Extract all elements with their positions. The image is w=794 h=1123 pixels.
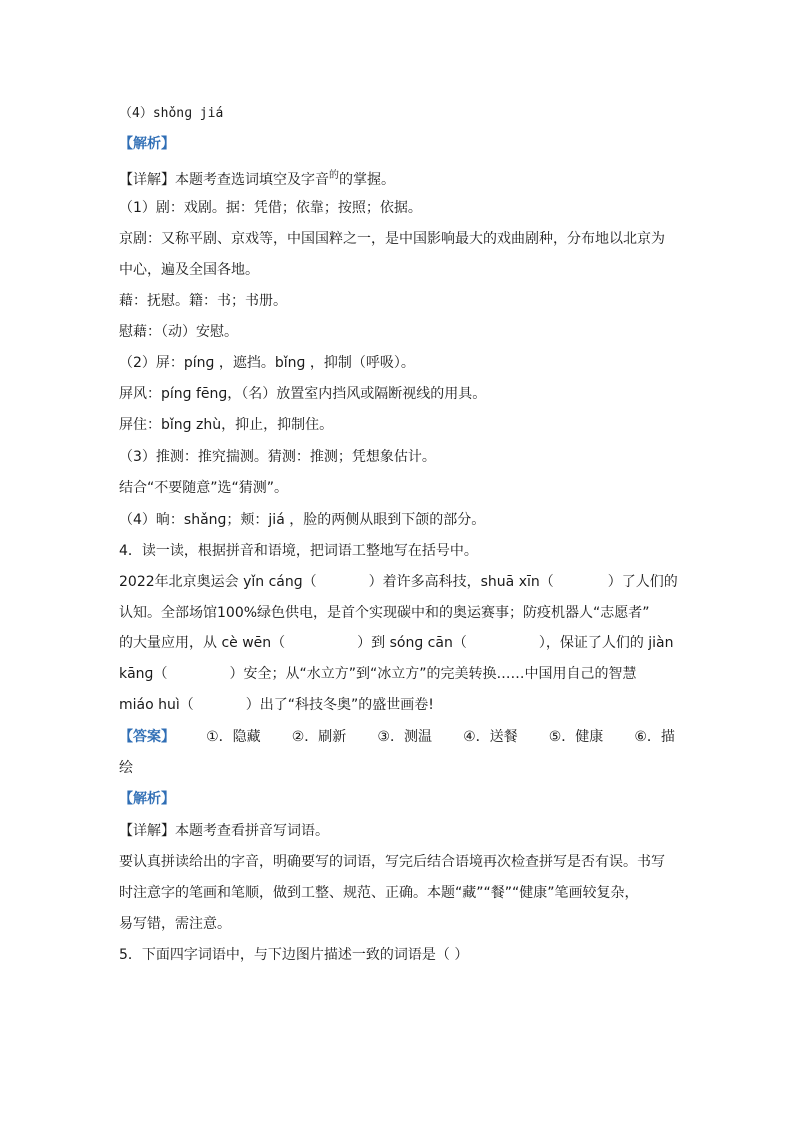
answer-tail: 绘 xyxy=(119,760,133,776)
detail-tail: 的掌握。 xyxy=(339,172,395,188)
explanation-ping: （2）屏：pínɡ ，遮挡。bǐnɡ ，抑制（呼吸）。 xyxy=(119,355,415,371)
passage-text: miáo huì（ xyxy=(119,697,194,713)
detail-tag: 【详解】 xyxy=(119,172,175,188)
pinyin-text: （4）shǒnɡ jiá xyxy=(119,106,224,121)
answer-1: ①．隐藏 xyxy=(206,729,261,745)
question-4: 4．读一读，根据拼音和语境，把词语工整地写在括号中。 xyxy=(119,543,478,559)
passage-line-1 xyxy=(119,572,678,592)
explanation-jingju: 京剧：又称平剧、京戏等，中国国粹之一，是中国影响最大的戏曲剧种，分布地以北京为 xyxy=(119,231,665,247)
answer-item-4 xyxy=(119,103,675,124)
passage-text: 2022年北京奥运会 yǐn cánɡ（ xyxy=(119,574,317,590)
detail-text: 本题考查看拼音写词语。 xyxy=(175,823,329,839)
explanation-ju: （1）剧：戏剧。据：凭借；依靠；按照；依据。 xyxy=(119,200,422,216)
explanation-xiang: （4）晌：shǎnɡ；颊：jiá ，脸的两侧从眼到下颌的部分。 xyxy=(119,512,486,528)
explanation-line: 时注意字的笔画和笔顺，做到工整、规范、正确。本题“藏”“餐”“健康”笔画较复杂， xyxy=(119,885,639,901)
answer-2: ②．刷新 xyxy=(291,729,347,745)
explanation-line: 易写错，需注意。 xyxy=(119,916,231,932)
explanation-jingju-cont: 中心，遍及全国各地。 xyxy=(119,262,259,278)
question-5: 5．下面四字词语中，与下边图片描述一致的词语是（ ） xyxy=(119,947,469,963)
passage-text: ）了人们的 xyxy=(607,574,678,590)
passage-line-4 xyxy=(119,664,675,684)
answer-row xyxy=(119,727,675,747)
passage-text: ）出了“科技冬奥”的盛世画卷! xyxy=(245,697,434,713)
explanation-line: 要认真拼读给出的字音，明确要写的词语，写完后结合语境再次检查拼写是否有误。书写 xyxy=(119,854,665,870)
explanation-bingzhu: 屏住：bǐnɡ zhù，抑止，抑制住。 xyxy=(119,417,334,433)
passage-line-5 xyxy=(119,695,675,715)
detail-line xyxy=(119,166,675,190)
explanation-pingfeng: 屏风：pínɡ fēnɡ，（名）放置室内挡风或隔断视线的用具。 xyxy=(119,386,487,402)
explanation-jiehe: 结合“不要随意”选“猜测”。 xyxy=(119,480,289,496)
detail-text: 本题考查选词填空及字音 xyxy=(175,172,329,188)
passage-text: ）到 sónɡ cān（ xyxy=(357,635,467,651)
explanation-weiji: 慰藉：（动）安慰。 xyxy=(119,324,238,340)
passage-line-3 xyxy=(119,633,675,653)
answer-heading: 【答案】 xyxy=(119,729,175,745)
passage-text: 的大量应用，从 cè wēn（ xyxy=(119,635,286,651)
answer-3: ③．测温 xyxy=(377,729,432,745)
detail-tag: 【详解】 xyxy=(119,823,175,839)
detail-superscript: 的 xyxy=(329,170,339,181)
analysis-heading: 【解析】 xyxy=(119,136,175,152)
passage-text: ）着许多高科技，shuā xīn（ xyxy=(368,574,554,590)
passage-text: kānɡ（ xyxy=(119,666,168,682)
answer-6: ⑥．描 xyxy=(634,729,675,745)
answer-4: ④．送餐 xyxy=(463,729,518,745)
explanation-cece: （3）推测：推究揣测。猜测：推测；凭想象估计。 xyxy=(119,449,436,465)
passage-line-2: 认知。全部场馆100%绿色供电，是首个实现碳中和的奥运赛事；防疫机器人“志愿者” xyxy=(119,605,650,621)
detail-line-2 xyxy=(119,821,675,841)
explanation-ji: 藉：抚慰。籍：书；书册。 xyxy=(119,293,287,309)
passage-text: ），保证了人们的 jiàn xyxy=(538,635,674,651)
analysis-heading-2: 【解析】 xyxy=(119,791,175,807)
passage-text: ）安全；从“水立方”到“冰立方”的完美转换……中国用自己的智慧 xyxy=(229,666,637,682)
answer-5: ⑤．健康 xyxy=(548,729,604,745)
